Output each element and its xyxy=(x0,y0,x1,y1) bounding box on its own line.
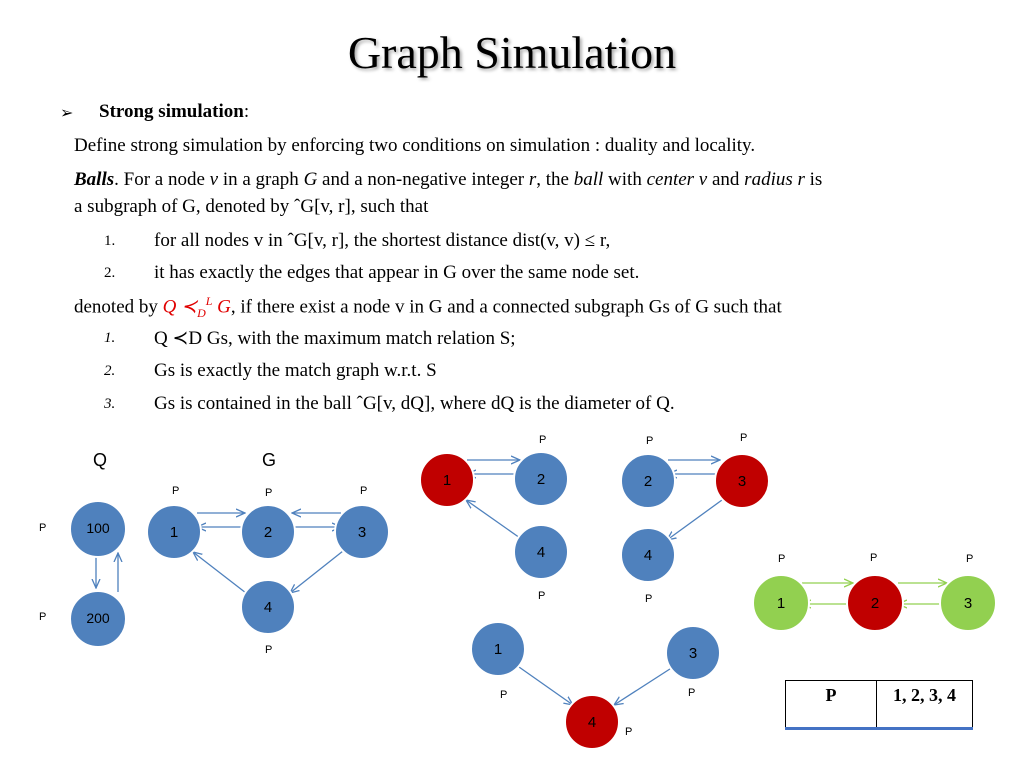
svg-text:4: 4 xyxy=(263,599,273,616)
svg-text:P: P xyxy=(360,485,368,497)
svg-text:P: P xyxy=(646,435,654,447)
svg-text:4: 4 xyxy=(536,544,546,561)
cond-3: Gs is contained in the ball ˆG[v, dQ], where dQ is the diameter of Q. xyxy=(154,393,675,414)
svg-text:3: 3 xyxy=(688,645,698,662)
svg-text:P: P xyxy=(740,432,748,444)
item-1-number: 1. xyxy=(104,233,116,249)
bullet-heading: Strong simulation: xyxy=(99,101,250,122)
svg-text:P: P xyxy=(265,487,273,499)
cond-1-number: 1. xyxy=(104,330,116,346)
svg-text:4: 4 xyxy=(587,714,597,731)
cond-2-number: 2. xyxy=(104,363,116,379)
page-title: Graph Simulation xyxy=(347,27,677,78)
ball-graph-2 xyxy=(621,432,769,605)
svg-text:P: P xyxy=(265,644,273,656)
svg-text:100: 100 xyxy=(86,520,110,536)
cond-1: Q ≺D Gs, with the maximum match relation S; xyxy=(154,328,516,349)
q-graph-label: Q xyxy=(92,450,108,470)
svg-text:P: P xyxy=(39,611,47,623)
svg-text:P: P xyxy=(625,726,633,738)
svg-text:P: P xyxy=(688,687,696,699)
ball-graph-1 xyxy=(420,434,568,602)
svg-text:2: 2 xyxy=(263,524,273,541)
ball-graph-3 xyxy=(753,552,996,631)
svg-text:P: P xyxy=(870,552,878,564)
svg-text:P: P xyxy=(645,593,653,605)
svg-text:P: P xyxy=(172,485,180,497)
svg-text:3: 3 xyxy=(737,473,747,490)
svg-text:2: 2 xyxy=(643,473,653,490)
svg-text:200: 200 xyxy=(86,610,110,626)
svg-text:1: 1 xyxy=(442,472,452,489)
svg-text:P: P xyxy=(500,689,508,701)
match-table xyxy=(785,680,973,730)
g-graph-label: G xyxy=(261,450,277,470)
define-line: Define strong simulation by enforcing two conditions on simulation : duality and locality. xyxy=(74,135,756,156)
svg-text:P: P xyxy=(39,522,47,534)
svg-text:P: P xyxy=(538,590,546,602)
item-2-number: 2. xyxy=(104,265,116,281)
svg-text:1: 1 xyxy=(776,595,786,612)
table-cell-matches: 1, 2, 3, 4 xyxy=(877,681,973,729)
item-2: it has exactly the edges that appear in G over the same node set. xyxy=(154,262,640,283)
svg-text:P: P xyxy=(778,553,786,565)
ball-graph-4 xyxy=(471,622,720,749)
arrow-bullet-icon: ➢ xyxy=(60,103,74,122)
denoted-line: denoted by Q $≺_D^L$ G, if there exist a node v in G and a connected subgraph Gs of G such that xyxy=(74,294,782,321)
cond-3-number: 3. xyxy=(104,396,116,412)
g-graph xyxy=(147,485,389,656)
svg-text:3: 3 xyxy=(963,595,973,612)
svg-text:4: 4 xyxy=(643,547,653,564)
svg-text:P: P xyxy=(539,434,547,446)
q-graph xyxy=(39,501,126,647)
svg-text:2: 2 xyxy=(870,595,880,612)
svg-text:1: 1 xyxy=(493,641,503,658)
svg-text:2: 2 xyxy=(536,471,546,488)
table-cell-pattern: P xyxy=(786,681,877,729)
cond-2: Gs is exactly the match graph w.r.t. S xyxy=(154,360,437,381)
item-1: for all nodes v in ˆG[v, r], the shortest distance dist(v, v) ≤ r, xyxy=(154,230,611,251)
svg-text:1: 1 xyxy=(169,524,179,541)
balls-line-1: Balls. For a node v in a graph G and a non-negative integer r, the ball with center v and radius r is xyxy=(74,169,823,190)
balls-line-2: a subgraph of G, denoted by ˆG[v, r], such that xyxy=(74,196,429,217)
svg-text:P: P xyxy=(966,553,974,565)
svg-text:3: 3 xyxy=(357,524,367,541)
